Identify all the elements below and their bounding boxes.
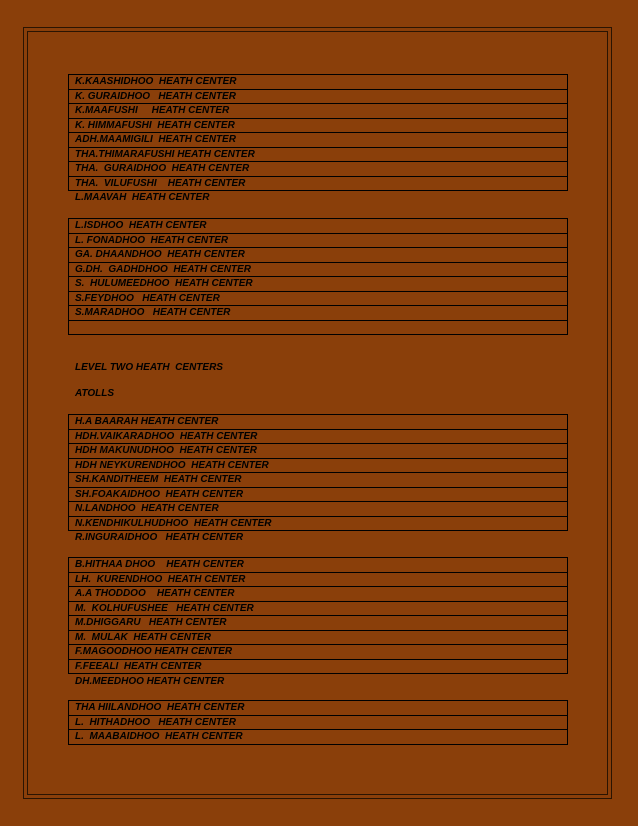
table-row	[69, 262, 568, 277]
health-center-table-3	[68, 414, 568, 531]
table-4-trailing-row: DH.MEEDHOO HEATH CENTER	[75, 676, 225, 687]
health-center-name: K. HIMMAFUSHI HEATH CENTER	[69, 118, 568, 133]
table-row	[69, 415, 568, 430]
table-row	[69, 502, 568, 517]
table-row	[69, 444, 568, 459]
health-center-name: ADH.MAAMIGILI HEATH CENTER	[69, 133, 568, 148]
table-row	[69, 659, 568, 674]
table-row	[69, 715, 568, 730]
table-row	[69, 291, 568, 306]
health-center-table-5	[68, 700, 568, 745]
table-row	[69, 233, 568, 248]
health-center-name: B.HITHAA DHOO HEATH CENTER	[69, 558, 568, 573]
health-center-name: GA. DHAANDHOO HEATH CENTER	[69, 248, 568, 263]
table-row	[69, 248, 568, 263]
health-center-name: H.A BAARAH HEATH CENTER	[69, 415, 568, 430]
table-row	[69, 601, 568, 616]
table-row	[69, 645, 568, 660]
health-center-name: THA. GURAIDHOO HEATH CENTER	[69, 162, 568, 177]
health-center-name: A.A THODDOO HEATH CENTER	[69, 587, 568, 602]
table-row	[69, 176, 568, 191]
health-center-name: SH.KANDITHEEM HEATH CENTER	[69, 473, 568, 488]
table-row	[69, 458, 568, 473]
health-center-name: N.LANDHOO HEATH CENTER	[69, 502, 568, 517]
health-center-name: N.KENDHIKULHUDHOO HEATH CENTER	[69, 516, 568, 531]
health-center-name: K.MAAFUSHI HEATH CENTER	[69, 104, 568, 119]
atolls-heading: ATOLLS	[75, 388, 115, 399]
health-center-name: LH. KURENDHOO HEATH CENTER	[69, 572, 568, 587]
table-row	[69, 147, 568, 162]
health-center-name: HDH NEYKURENDHOO HEATH CENTER	[69, 458, 568, 473]
table-row	[69, 616, 568, 631]
table-row	[69, 429, 568, 444]
table-row	[69, 701, 568, 716]
health-center-name: M. MULAK HEATH CENTER	[69, 630, 568, 645]
health-center-table-4	[68, 557, 568, 674]
table-row	[69, 118, 568, 133]
table-row	[69, 306, 568, 321]
health-center-name: HDH MAKUNUDHOO HEATH CENTER	[69, 444, 568, 459]
table-row	[69, 473, 568, 488]
table-row	[69, 516, 568, 531]
health-center-name: THA.THIMARAFUSHI HEATH CENTER	[69, 147, 568, 162]
table-row	[69, 587, 568, 602]
table-row	[69, 630, 568, 645]
table-row	[69, 89, 568, 104]
table-3-trailing-row: R.INGURAIDHOO HEATH CENTER	[75, 532, 244, 543]
table-row	[69, 320, 568, 335]
health-center-table-2	[68, 218, 568, 335]
table-row	[69, 104, 568, 119]
health-center-name: K.KAASHIDHOO HEATH CENTER	[69, 75, 568, 90]
table-row	[69, 572, 568, 587]
health-center-name: S.FEYDHOO HEATH CENTER	[69, 291, 568, 306]
table-row	[69, 730, 568, 745]
level-two-heading: LEVEL TWO HEATH CENTERS	[75, 362, 223, 373]
health-center-name: THA HIILANDHOO HEATH CENTER	[69, 701, 568, 716]
health-center-name: L. MAABAIDHOO HEATH CENTER	[69, 730, 568, 745]
health-center-name: K. GURAIDHOO HEATH CENTER	[69, 89, 568, 104]
table-row	[69, 219, 568, 234]
table-row	[69, 162, 568, 177]
health-center-name: G.DH. GADHDHOO HEATH CENTER	[69, 262, 568, 277]
table-row	[69, 277, 568, 292]
health-center-name: L.ISDHOO HEATH CENTER	[69, 219, 568, 234]
health-center-name: HDH.VAIKARADHOO HEATH CENTER	[69, 429, 568, 444]
health-center-name: S. HULUMEEDHOO HEATH CENTER	[69, 277, 568, 292]
table-row	[69, 487, 568, 502]
health-center-name: F.FEEALI HEATH CENTER	[69, 659, 568, 674]
health-center-table-1	[68, 74, 568, 191]
table-row	[69, 75, 568, 90]
health-center-name: THA. VILUFUSHI HEATH CENTER	[69, 176, 568, 191]
health-center-name: S.MARADHOO HEATH CENTER	[69, 306, 568, 321]
health-center-name: M.DHIGGARU HEATH CENTER	[69, 616, 568, 631]
health-center-name	[69, 320, 568, 335]
health-center-name: M. KOLHUFUSHEE HEATH CENTER	[69, 601, 568, 616]
health-center-name: SH.FOAKAIDHOO HEATH CENTER	[69, 487, 568, 502]
health-center-name: L. HITHADHOO HEATH CENTER	[69, 715, 568, 730]
table-row	[69, 133, 568, 148]
health-center-name: L. FONADHOO HEATH CENTER	[69, 233, 568, 248]
health-center-name: F.MAGOODHOO HEATH CENTER	[69, 645, 568, 660]
table-row	[69, 558, 568, 573]
table-1-trailing-row: L.MAAVAH HEATH CENTER	[75, 192, 210, 203]
